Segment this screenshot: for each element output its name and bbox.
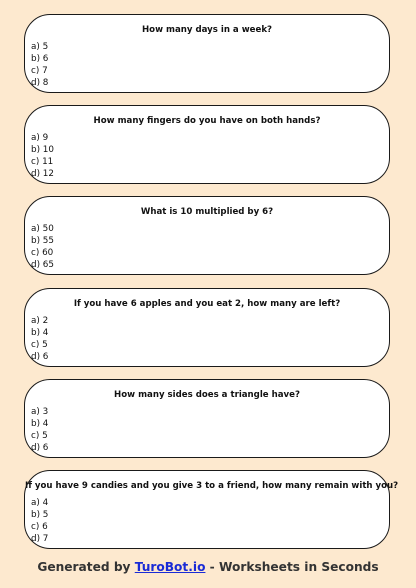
- answer-option: a) 3: [31, 406, 49, 417]
- answer-option: b) 4: [31, 418, 49, 429]
- answer-option: c) 11: [31, 157, 54, 168]
- question-card: [24, 196, 390, 275]
- question-card: [24, 105, 390, 184]
- question-text: What is 10 multiplied by 6?: [140, 207, 274, 218]
- answer-option: a) 5: [31, 42, 49, 52]
- question-card: [24, 14, 390, 93]
- footer: [0, 560, 416, 574]
- answer-options: [31, 315, 48, 363]
- answer-option: b) 4: [31, 327, 49, 338]
- answer-option: d) 65: [31, 260, 55, 271]
- answer-option: a) 4: [31, 498, 49, 508]
- answer-option: c) 5: [31, 339, 48, 350]
- answer-option: b) 55: [31, 236, 55, 247]
- answer-options: [31, 497, 48, 545]
- answer-option: c) 60: [31, 248, 54, 259]
- question-text: If you have 9 candies and you give 3 to a friend, how many remain with you?: [25, 481, 399, 491]
- turobot-link[interactable]: TuroBot.io: [134, 560, 206, 574]
- question-card: [24, 379, 390, 458]
- question-card: [24, 288, 390, 367]
- answer-option: b) 5: [31, 510, 49, 520]
- question-text: How many sides does a triangle have?: [114, 389, 300, 400]
- answer-option: b) 6: [31, 54, 49, 64]
- answer-options: [31, 41, 48, 89]
- footer-prefix: Generated by: [37, 560, 135, 574]
- answer-option: b) 10: [31, 145, 55, 156]
- answer-option: a) 2: [31, 315, 49, 326]
- answer-option: c) 5: [31, 430, 48, 441]
- question-text: How many days in a week?: [141, 25, 273, 35]
- answer-option: c) 7: [31, 66, 48, 76]
- answer-options: [31, 223, 54, 271]
- answer-options: [31, 406, 48, 454]
- answer-option: d) 7: [31, 534, 49, 544]
- answer-option: d) 6: [31, 442, 49, 453]
- answer-option: c) 6: [31, 522, 48, 532]
- answer-option: a) 9: [31, 133, 49, 144]
- answer-options: [31, 132, 54, 180]
- footer-suffix: - Worksheets in Seconds: [205, 560, 379, 574]
- answer-option: d) 6: [31, 351, 49, 362]
- question-text: How many fingers do you have on both hands?: [93, 116, 321, 127]
- answer-option: d) 8: [31, 78, 49, 88]
- question-card: [24, 470, 399, 549]
- answer-option: a) 50: [31, 224, 54, 235]
- question-text: If you have 6 apples and you eat 2, how many are left?: [73, 298, 341, 309]
- answer-option: d) 12: [31, 169, 55, 180]
